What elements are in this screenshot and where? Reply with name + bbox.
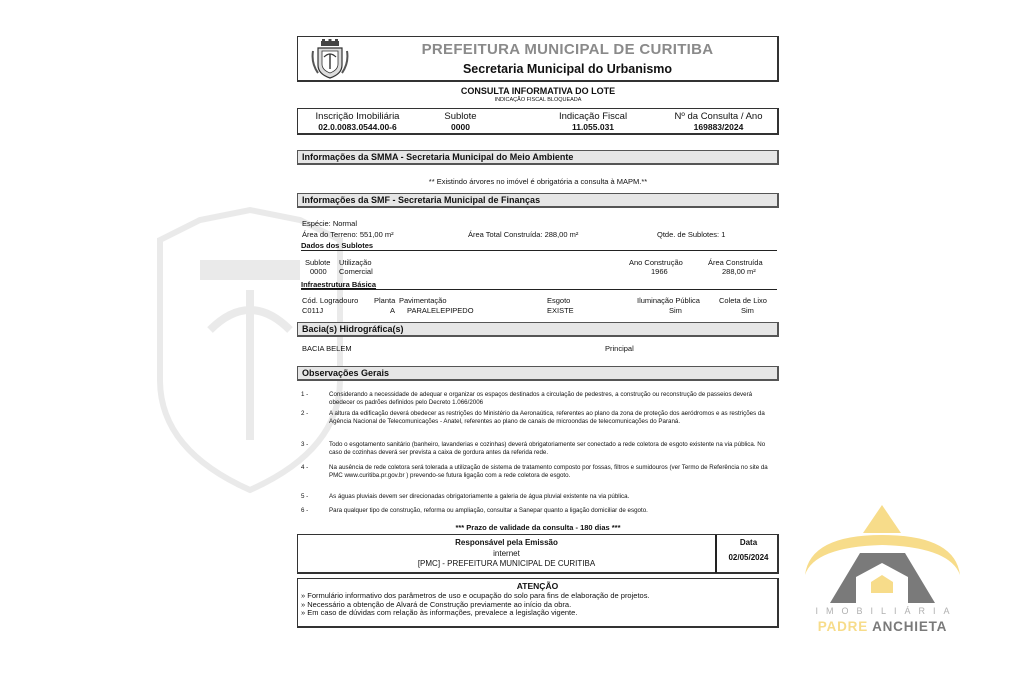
inscricao-label: Inscrição Imobiliária: [315, 111, 400, 122]
infra-row-iluminacao: Sim: [669, 306, 682, 315]
logo-name-part2: ANCHIETA: [872, 619, 948, 634]
col-coleta-lixo: Coleta de Lixo: [719, 296, 767, 305]
area-total-construida: Área Total Construída: 288,00 m²: [468, 230, 579, 239]
sublote-row-area: 288,00 m²: [722, 267, 756, 276]
logo-subtitle: IMOBILIÁRIA: [815, 606, 958, 616]
observacao-item: [301, 410, 775, 434]
infraestrutura-heading: Infraestrutura Básica: [301, 280, 777, 290]
data-emissao: [719, 535, 778, 573]
infra-row-cod: C011J: [302, 306, 324, 315]
atencao-item: » Necessário a obtenção de Alvará de Construção previamente ao início da obra.: [301, 599, 572, 609]
document-header: [297, 36, 779, 82]
data-value: 02/05/2024: [728, 553, 769, 562]
observacao-number: 2 -: [301, 410, 309, 417]
col-area-construida: Área Construída: [708, 258, 763, 267]
observacao-number: 4 -: [301, 464, 309, 471]
indicacao-fiscal-value: 11.055.031: [571, 122, 615, 132]
col-iluminacao-publica: Iluminação Pública: [637, 296, 700, 305]
sublote-label: Sublote: [444, 111, 477, 122]
responsavel-line1: internet: [493, 548, 520, 558]
responsavel-line2: [PMC] - PREFEITURA MUNICIPAL DE CURITIBA: [417, 559, 596, 568]
logo-name: [800, 619, 965, 634]
smma-section-heading: Informações da SMMA - Secretaria Municipal do Meio Ambiente: [297, 150, 779, 165]
sublote: [433, 112, 488, 132]
observacao-number: 5 -: [301, 493, 309, 500]
col-esgoto: Esgoto: [547, 296, 571, 305]
responsavel-label: Responsável pela Emissão: [455, 538, 558, 547]
sublote-row-sublote: 0000: [310, 267, 327, 276]
sublote-value: 0000: [451, 122, 470, 132]
sublote-row-utilizacao: Comercial: [339, 267, 373, 276]
numero-consulta-value: 169883/2024: [693, 122, 744, 132]
numero-consulta-label: Nº da Consulta / Ano: [674, 111, 763, 122]
identification-box: [297, 108, 779, 135]
observacao-text: Para qualquer tipo de construção, reforma ou ampliação, consultar a Sanepar quanto a ligação domiciliar de esgoto.: [329, 507, 648, 514]
col-cod-logradouro: Cód. Logradouro: [302, 296, 359, 305]
qtde-sublotes: Qtde. de Sublotes: 1: [657, 230, 726, 239]
observacao-item: [301, 441, 775, 457]
inscricao-imobiliaria: [310, 112, 405, 132]
observacao-item: [301, 507, 775, 515]
observacao-text: A altura da edificação deverá obedecer as restrições do Ministério da Aeronaútica, referentes ao plano da zona de proteção dos aeródromos e as restrições da Agência Nacional de Telecomunicações - Anatel, referentes ao plano de canais de microondas de telecomunicações do Paraná.: [329, 410, 765, 425]
infra-row-pavimentacao: PARALELEPIPEDO: [407, 306, 474, 315]
observacao-item: [301, 391, 775, 407]
observacao-text: Na ausência de rede coletora será tolerada a utilização de sistema de tratamento composto por fossas, filtros e sumidouros (ver Termo de Referência no site da PMC www.curitiba.pr.gov.br ) prevendo-se futura ligação com a rede coletora de esgoto.: [329, 464, 768, 479]
atencao-title: ATENÇÃO: [516, 581, 559, 591]
house-logo-icon: [800, 505, 965, 605]
especie: Espécie: Normal: [302, 219, 358, 228]
col-sublote: Sublote: [305, 258, 331, 267]
observacao-item: [301, 464, 775, 488]
header-title: PREFEITURA MUNICIPAL DE CURITIBA: [421, 41, 714, 58]
indicacao-fiscal: [548, 112, 638, 132]
responsavel-emissao: [298, 535, 717, 573]
col-pavimentacao: Pavimentação: [399, 296, 447, 305]
responsavel-box: [297, 534, 779, 574]
atencao-item: » Em caso de dúvidas com relação às informações, prevalece a legislação vigente.: [301, 608, 578, 617]
observacao-number: 3 -: [301, 441, 309, 448]
atencao-box: [297, 578, 779, 628]
observacao-number: 1 -: [301, 391, 309, 398]
bacia-section-heading: Bacia(s) Hidrográfica(s): [297, 322, 779, 337]
observacao-text: Todo o esgotamento sanitário (banheiro, lavanderias e cozinhas) deverá obrigatoriamente ser conectado a rede coletora de esgoto existente na via pública. No caso de cozinhas deverá ser prevista a caixa de gordura antes da referida rede.: [329, 441, 766, 456]
inscricao-value: 02.0.0083.0544.00-6: [318, 122, 397, 132]
atencao-item: » Formulário informativo dos parâmetros de uso e ocupação do solo para fins de elaboração de projetos.: [301, 591, 650, 600]
observacoes-section-heading: Observações Gerais: [297, 366, 779, 381]
imobiliaria-padre-anchieta-logo: [800, 505, 965, 640]
smma-note: ** Existindo árvores no imóvel é obrigatória a consulta à MAPM.**: [428, 177, 648, 186]
smf-section-heading: Informações da SMF - Secretaria Municipal de Finanças: [297, 193, 779, 208]
logo-name-part1: PADRE: [817, 619, 869, 634]
curitiba-coat-of-arms-icon: [310, 39, 350, 79]
bacia-type: Principal: [605, 344, 634, 353]
infra-row-coleta-lixo: Sim: [741, 306, 754, 315]
indicacao-fiscal-label: Indicação Fiscal: [558, 111, 628, 122]
numero-consulta: [666, 112, 771, 132]
consulta-title: CONSULTA INFORMATIVA DO LOTE: [460, 86, 616, 96]
prazo-validade: *** Prazo de validade da consulta - 180 dias ***: [455, 523, 621, 532]
observacao-text: As águas pluviais devem ser direcionadas obrigatoriamente a galeria de água pluvial existente na via pública.: [329, 493, 630, 500]
dados-sublotes-heading: Dados dos Sublotes: [301, 241, 777, 251]
area-terreno: Área do Terreno: 551,00 m²: [302, 230, 394, 239]
col-ano-construcao: Ano Construção: [629, 258, 683, 267]
col-planta: Planta: [374, 296, 396, 305]
consulta-subtitle: INDICAÇÃO FISCAL BLOQUEADA: [494, 97, 582, 103]
data-label: Data: [739, 538, 758, 547]
sublote-row-ano: 1966: [651, 267, 668, 276]
observacao-text: Considerando a necessidade de adequar e organizar os espaços destinados a circulação de pedestres, a construção ou reconstrução de passeios deverá obedecer os padrões definidos pelo Decreto 1.066/2006: [329, 391, 753, 406]
col-utilizacao: Utilização: [339, 258, 372, 267]
infra-row-esgoto: EXISTE: [547, 306, 574, 315]
header-subtitle: Secretaria Municipal do Urbanismo: [462, 62, 673, 76]
bacia-name: BACIA BELEM: [302, 344, 352, 353]
observacao-item: [301, 493, 775, 501]
infra-row-planta: A: [390, 306, 396, 315]
observacao-number: 6 -: [301, 507, 309, 514]
